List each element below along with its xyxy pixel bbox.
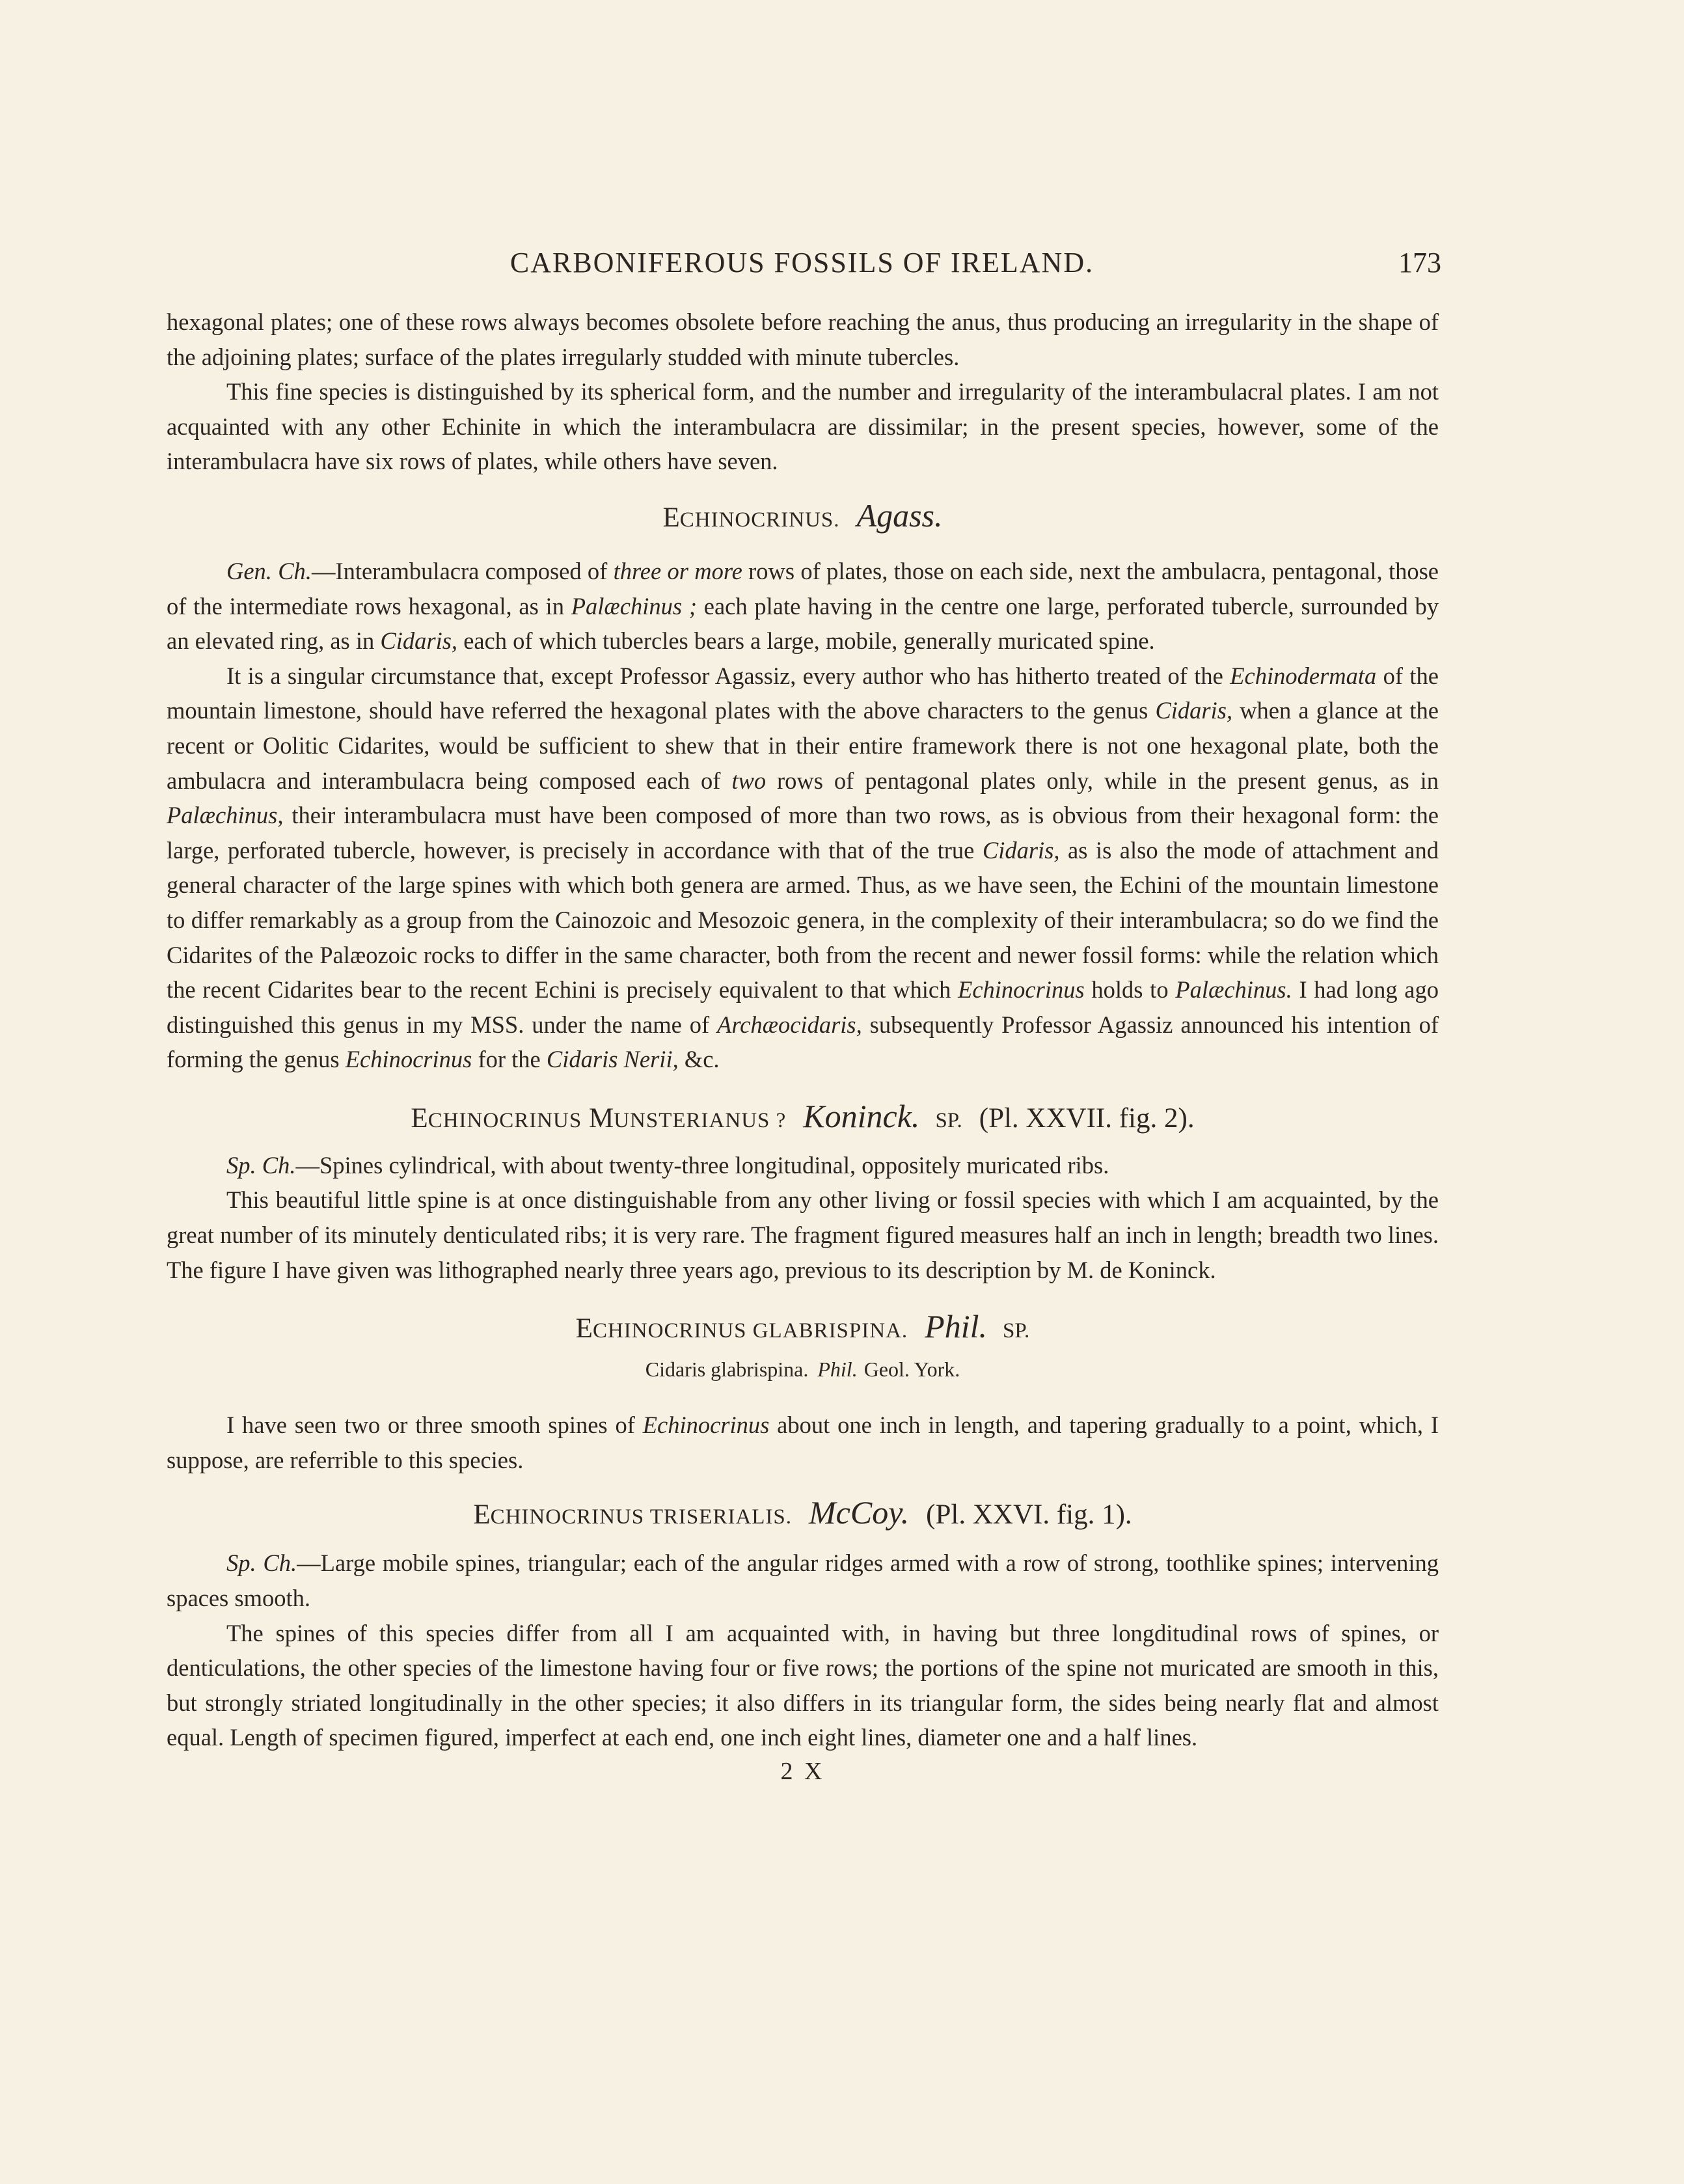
gen-ch-label: Gen. Ch.	[226, 557, 312, 584]
species-description: The spines of this species differ from all I am acquainted with, in having but three longditudinal rows of spines, or denticulations, the other species of the limestone having four or five rows; the portions of the spine not muricated are smooth in this, but strongly striated longitudinally in the other species; it also differs in its triangular form, the sides being nearly flat and almost equal. Length of specimen figured, imperfect at each end, one inch eight lines, diameter one and a half lines.	[167, 1619, 1439, 1751]
plate-reference: (Pl. XXVI. fig. 1).	[926, 1499, 1132, 1531]
genus-discussion: It is a singular circumstance that, except Professor Agassiz, every author who has hitherto treated of the Echinodermata of the mountain limestone, should have referred the hexagonal plates with the above characters to the genus Cidaris, when a glance at the recent or Oolitic Cidarites, would be sufficient to shew that in their entire framework there is not one hexagonal plate, both the ambulacra and interambulacra being composed each of two rows of pentagonal plates only, while in the present genus, as in Palæchinus, their interambulacra must have been composed of more than two rows, as is obvious from their hexagonal form: the large, perforated tubercle, however, is precisely in accordance with that of the true Cidaris, as is also the mode of attachment and general character of the large spines with which both genera are armed. Thus, as we have seen, the Echini of the mountain limestone to differ remarkably as a group from the Cainozoic and Mesozoic genera, in the complexity of their interambulacra; so do we find the Cidarites of the Palæozoic rocks to differ in the same character, both from the recent and newer fossil forms: while the relation which the recent Cidarites bear to the recent Echini is precisely equivalent to that which Echinocrinus holds to Palæchinus. I had long ago distinguished this genus in my MSS. under the name of Archæocidaris, subsequently Professor Agassiz announced his intention of forming the genus Echinocrinus for the Cidaris Nerii, &c.	[167, 662, 1439, 1073]
genus-heading: ECHINOCRINUS. Agass.	[662, 497, 943, 534]
synonym-line: Cidaris glabrispina. Phil. Geol. York.	[645, 1358, 960, 1382]
specific-character: Sp. Ch.—Large mobile spines, triangular; each of the angular ridges armed with a row of strong, toothlike spines; intervening spaces smooth.	[167, 1549, 1439, 1612]
species-description: I have seen two or three smooth spines of Echinocrinus about one inch in length, and tapering gradually to a point, which, I suppose, are referrible to this species.	[167, 1412, 1439, 1473]
running-title: CARBONIFEROUS FOSSILS OF IRELAND.	[509, 247, 1094, 279]
genus-authority: Agass.	[856, 497, 943, 534]
intro-paragraph: This fine species is distinguished by its spherical form, and the number and irregularity of the interambulacral plates. I am not acquainted with any other Echinite in which the interambulacra are dissimilar; in the present species, however, some of the interambulacra have six rows of plates, while others have seven.	[167, 378, 1439, 475]
body-text	[167, 305, 1439, 1788]
species-authority: McCoy.	[809, 1494, 910, 1531]
running-head	[163, 246, 1441, 285]
species-authority: Phil.	[925, 1308, 987, 1345]
species-description: This beautiful little spine is at once distinguishable from any other living or fossil species with which I am acquainted, by the great number of its minutely denticulated ribs; it is very rare. The fragment figured measures half an inch in length; breadth two lines. The figure I have given was lithographed nearly three years ago, previous to its description by M. de Koninck.	[167, 1186, 1439, 1283]
species-heading-glabrispina: ECHINOCRINUS GLABRISPINA. Phil. SP.	[575, 1308, 1030, 1345]
page-number: 173	[1398, 247, 1441, 279]
species-heading-munsterianus: ECHINOCRINUS MUNSTERIANUS ? Koninck. SP. (Pl. XXVII. fig. 2).	[411, 1097, 1195, 1134]
generic-character: Gen. Ch.—Interambulacra composed of three or more rows of plates, those on each side, next the ambulacra, pentagonal, those of the intermediate rows hexagonal, as in Palæchinus ; each plate having in the centre one large, perforated tubercle, surrounded by an elevated ring, as in Cidaris, each of which tubercles bears a large, mobile, generally muricated spine.	[167, 557, 1439, 655]
signature-mark: 2 X	[780, 1758, 825, 1785]
intro-paragraph: hexagonal plates; one of these rows always becomes obsolete before reaching the anus, thus producing an irregularity in the shape of the adjoining plates; surface of the plates irregularly studded with minute tubercles.	[167, 308, 1439, 370]
plate-reference: (Pl. XXVII. fig. 2).	[979, 1102, 1195, 1134]
specific-character: Sp. Ch.—Spines cylindrical, with about twenty-three longitudinal, oppositely muricated ribs.	[226, 1151, 1109, 1179]
species-heading-triserialis: ECHINOCRINUS TRISERIALIS. McCoy. (Pl. XXVI. fig. 1).	[473, 1494, 1132, 1531]
species-authority: Koninck.	[803, 1097, 920, 1134]
